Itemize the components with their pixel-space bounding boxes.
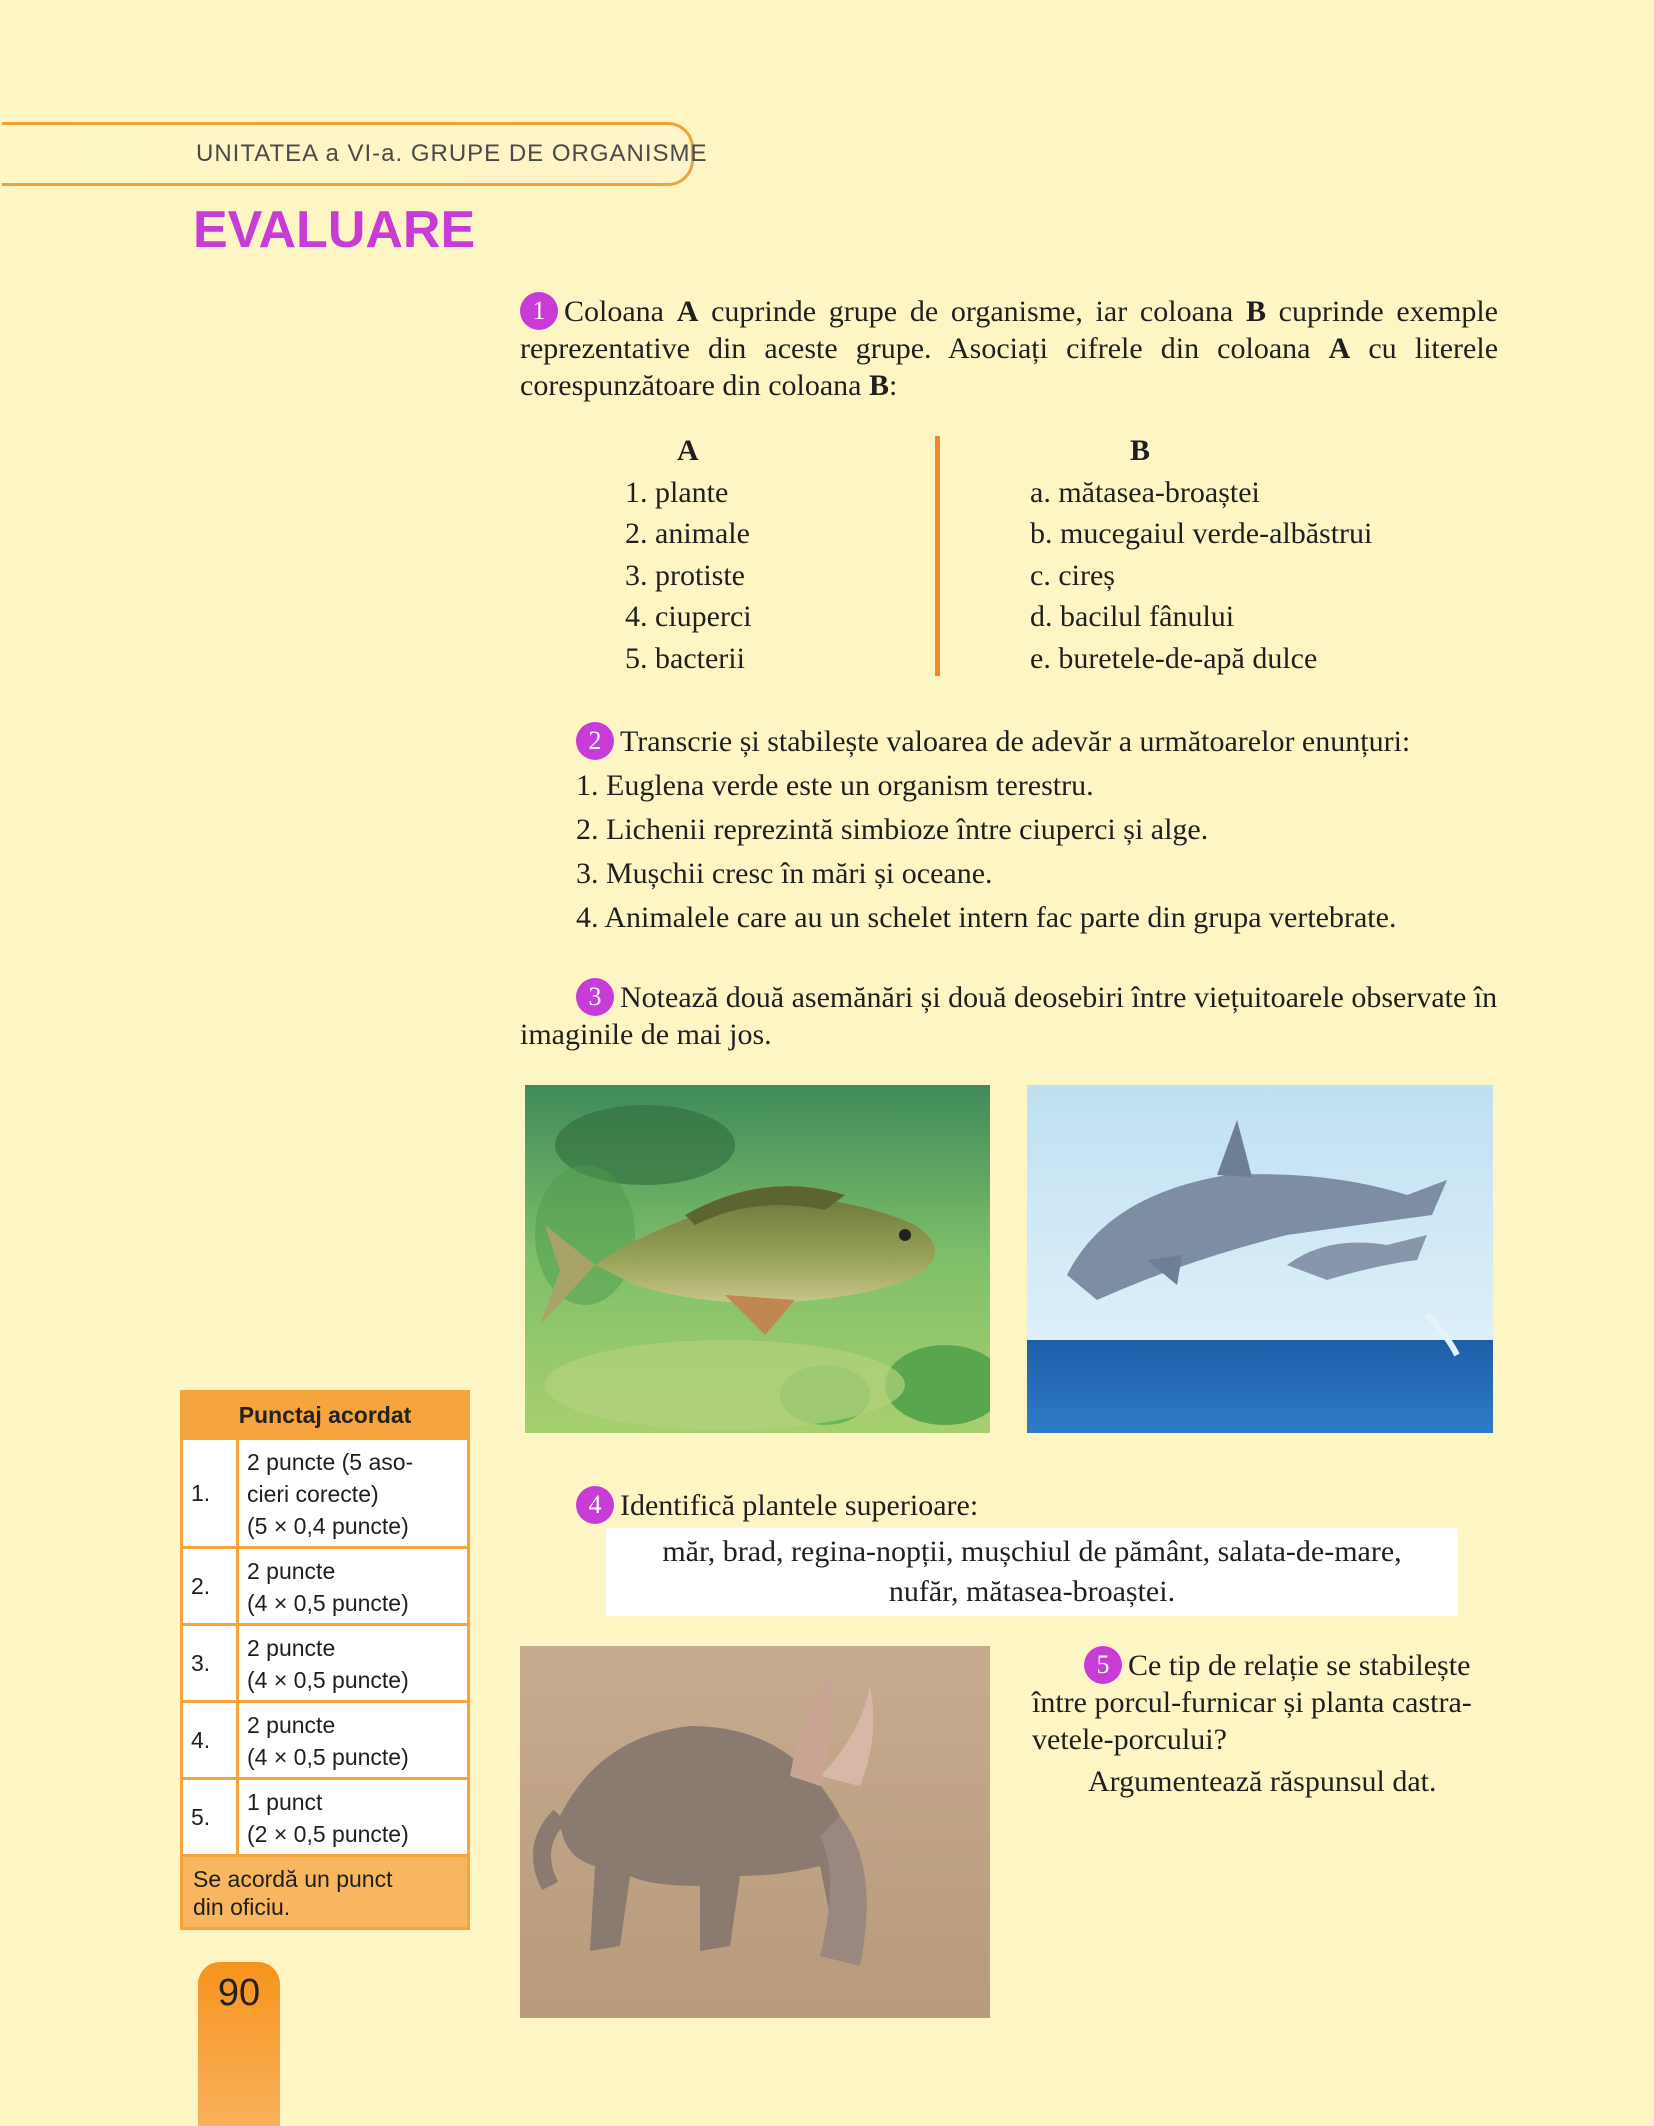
- column-a: [625, 430, 752, 679]
- q1-text: Coloana: [564, 295, 677, 328]
- row-points: [239, 1440, 467, 1546]
- row-points: [239, 1780, 467, 1854]
- plant-list-box: [606, 1528, 1458, 1616]
- points-line: 2 puncte (5 aso-: [247, 1449, 414, 1475]
- row-points: [239, 1549, 467, 1623]
- row-number: 1.: [183, 1440, 239, 1546]
- aardvark-photo: [520, 1646, 990, 2018]
- list-item: a. mătasea-broaștei: [1030, 475, 1260, 509]
- q3-text: Notează două asemănări și două deosebiri între viețuitoarele observate în imaginile de mai jos.: [520, 981, 1498, 1051]
- list-item: e. buretele-de-apă dulce: [1030, 641, 1318, 675]
- q1-text: B: [869, 369, 890, 402]
- unit-title: UNITATEA a VI-a. GRUPE DE ORGANISME: [196, 140, 708, 167]
- score-table-heading: Punctaj acordat: [183, 1393, 467, 1437]
- column-b-heading: B: [1130, 434, 1151, 467]
- list-item: 1. plante: [625, 475, 729, 509]
- q5-argue: Argumentează răspunsul dat.: [1088, 1765, 1437, 1798]
- dolphin-photo: [1027, 1085, 1493, 1433]
- question-1: [520, 292, 1498, 404]
- footer-line: Se acordă un punct: [193, 1866, 393, 1892]
- page-number: 90: [217, 1972, 261, 2014]
- question-2: [576, 720, 1410, 940]
- question-number-badge: 3: [576, 978, 614, 1016]
- points-line: cieri corecte): [247, 1481, 379, 1507]
- statement: 4. Animalele care au un schelet intern fac parte din grupa vertebrate.: [576, 901, 1397, 934]
- row-points: [239, 1626, 467, 1700]
- column-divider: [935, 436, 940, 676]
- footer-line: din oficiu.: [193, 1894, 291, 1920]
- plant-list-line: nufăr, mătasea-broaștei.: [888, 1575, 1176, 1608]
- row-points: [239, 1703, 467, 1777]
- list-item: 2. animale: [625, 517, 750, 550]
- question-4: [576, 1486, 978, 1526]
- q1-text: A: [676, 295, 699, 328]
- points-line: (2 × 0,5 puncte): [247, 1821, 409, 1847]
- question-5: [1032, 1646, 1498, 1758]
- list-item: b. mucegaiul verde-albăstrui: [1030, 517, 1373, 550]
- list-item: 5. bacterii: [625, 641, 745, 675]
- points-line: (4 × 0,5 puncte): [247, 1744, 409, 1770]
- statement: 1. Euglena verde este un organism terestru.: [576, 769, 1094, 802]
- points-line: 2 puncte: [247, 1635, 336, 1661]
- q4-text: Identifică plantele superioare:: [620, 1489, 979, 1522]
- score-table-footer: [183, 1854, 467, 1927]
- list-item: 3. protiste: [625, 558, 745, 592]
- question-number-badge: 5: [1084, 1646, 1122, 1684]
- column-b: [1030, 430, 1372, 679]
- points-line: (4 × 0,5 puncte): [247, 1590, 409, 1616]
- q1-text: cu literele corespunzătoare din coloana: [520, 332, 1499, 402]
- points-line: 1 punct: [247, 1789, 323, 1815]
- question-number-badge: 2: [576, 722, 614, 760]
- points-line: (5 × 0,4 puncte): [247, 1513, 409, 1539]
- plant-list-line: măr, brad, regina-nopții, mușchiul de pământ, salata-de-mare,: [662, 1535, 1402, 1568]
- table-row: [183, 1777, 467, 1854]
- list-item: 4. ciuperci: [625, 600, 752, 633]
- column-a-heading: A: [677, 434, 699, 467]
- table-row: [183, 1546, 467, 1623]
- row-number: 2.: [183, 1549, 239, 1623]
- q2-text: Transcrie și stabilește valoarea de adevăr a următoarelor enunțuri:: [620, 725, 1411, 758]
- question-number-badge: 4: [576, 1486, 614, 1524]
- q1-text: cuprinde exemple reprezentative din aceste grupe. Asociați cifrele din coloana: [520, 295, 1498, 365]
- table-row: [183, 1437, 467, 1546]
- row-number: 3.: [183, 1626, 239, 1700]
- q1-text: B: [1245, 295, 1266, 328]
- points-line: 2 puncte: [247, 1712, 336, 1738]
- statement: 3. Mușchii cresc în mări și oceane.: [576, 857, 993, 890]
- question-number-badge: 1: [520, 292, 558, 330]
- table-row: [183, 1623, 467, 1700]
- row-number: 4.: [183, 1703, 239, 1777]
- table-row: [183, 1700, 467, 1777]
- points-line: 2 puncte: [247, 1558, 336, 1584]
- list-item: c. cireș: [1030, 558, 1115, 592]
- q1-text: A: [1328, 332, 1351, 365]
- q5-text: Ce tip de relație se stabilește între porcul-furnicar și planta castra-vetele-porcului?: [1032, 1649, 1472, 1756]
- q1-text: :: [889, 369, 898, 402]
- carp-photo: [525, 1085, 990, 1433]
- q1-text: cuprinde grupe de organisme, iar coloana: [698, 295, 1246, 328]
- list-item: d. bacilul fânului: [1030, 600, 1235, 633]
- question-3: [520, 978, 1498, 1053]
- row-number: 5.: [183, 1780, 239, 1854]
- page-title: EVALUARE: [193, 201, 476, 259]
- points-line: (4 × 0,5 puncte): [247, 1667, 409, 1693]
- score-table: [180, 1390, 470, 1930]
- statement: 2. Lichenii reprezintă simbioze între ciuperci și alge.: [576, 813, 1209, 846]
